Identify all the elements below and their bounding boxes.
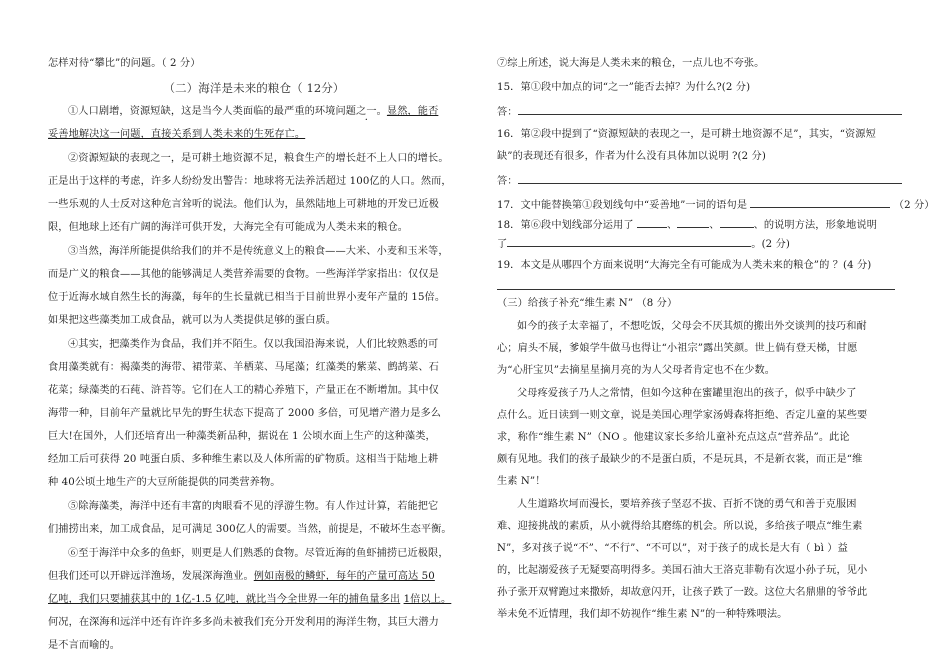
para-5-line-2: 们捕捞出来，加工成食品，足可满足 300亿人的需要。当然，前提是，不破坏生态平衡。: [48, 524, 452, 535]
para-5-line-1: ⑤除海藻类，海洋中还有丰富的肉眼看不见的浮游生物。有人作过计算，若能把它: [68, 501, 439, 512]
s2-line-3: 求，称作“维生素 N”（NO 。他建议家长多给儿童补充点这点“营养品”。此论: [497, 432, 850, 443]
question-15: 15．第①段中加点的词“之一”能否去掉？为什么?(2 分): [497, 82, 751, 93]
s2-line-4: 颇有见地。我们的孩子最缺少的不是蛋白质，不是玩具，不是新衣裳，而正是“维: [497, 454, 863, 465]
para-2-line-3: 一些乐观的人士反对这种危言耸听的说法。他们认为，虽然陆地上可耕地的开发已近极: [48, 199, 439, 210]
s3-line-1: 人生道路坎坷而漫长，要培养孩子坚忍不拔、百折不饶的勇气和善于克服困: [517, 499, 857, 510]
para-3-line-2: 而是广义的粮食——其他的能够满足人类营养需要的食物。一些海洋学家指出：仅仅是: [48, 269, 439, 280]
para-6-line-1: ⑥至于海洋中众多的鱼虾，则更是人们熟悉的食物。尽管近海的鱼虾捕捞已近极限，: [68, 548, 449, 559]
s3-line-2: 难、迎接挑战的素质，从小就得给其磨练的机会。所以说，多给孩子喂点“维生素: [497, 521, 863, 532]
answer-blank[interactable]: [637, 217, 667, 228]
s1-line-3: 为“心肝宝贝”去摘星星摘月亮的为人父母者肯定也不在少数。: [497, 365, 776, 376]
para-3-line-1: ③当然，海洋所能提供给我们的并不是传统意义上的粮食——大米、小麦和玉米等，: [68, 246, 449, 257]
answer-blank[interactable]: [750, 197, 890, 208]
question-19: 19．本文是从哪四个方面来说明“大海完全有可能成为人类未来的粮仓”的 ？(4 分): [497, 260, 872, 271]
para-6-line-3: 亿吨，我们只要捕获其中的 1亿-1.5 亿吨，就比当今全世界一年的捕鱼量多出 1倍以上。: [48, 594, 452, 605]
answer-blank[interactable]: [677, 217, 709, 228]
underlined-example: 例如南极的鳞虾，每年的产量可高达 50: [253, 571, 435, 582]
answer-blank[interactable]: [518, 104, 902, 115]
s1-line-2: 心；肩头不展，爹娘学牛做马也得让“小祖宗”露出笑颜。世上倘有登天梯，甘愿: [497, 343, 858, 354]
para-4-line-7: 种 40公顷土地生产的大豆所能提供的同类营养物。: [48, 477, 281, 488]
para-4-line-2: 食用藻类就有：褐藻类的海带、裙带菜、羊栖菜、马尾藻；红藻类的紫菜、鹧鸪菜、石: [48, 362, 439, 373]
passage-title: （二）海洋是未来的粮仓（ 12分）: [163, 81, 345, 95]
question-18-line-1: 18．第⑥段中划线部分运用了 、 、 、的说明方法，形象地说明: [497, 217, 905, 233]
para-6-line-5: 是不言而喻的。: [48, 640, 121, 651]
para-1-line-1: ①人口剧增，资源短缺，这是当今人类面临的最严重的环境问题之一。显然，能否: [68, 106, 439, 117]
answer-line-15: 答：: [497, 104, 905, 120]
answer-line-19: [497, 279, 905, 295]
para-2-line-1: ②资源短缺的表现之一，是可耕土地资源不足，粮食生产的增长赶不上人口的增长。: [68, 153, 449, 164]
s3-line-6: 举未免不近情理，我们却不妨视作“维生素 N”的一种特殊喂法。: [497, 609, 788, 620]
answer-blank[interactable]: [507, 236, 751, 247]
para-2-line-2: 正是出于这样的考虑，许多人纷纷发出警告：地球将无法养活超过 100亿的人口。然而，: [48, 176, 452, 187]
s2-line-1: 父母疼爱孩子乃人之常情，但如今这种在蜜罐里泡出的孩子，似乎中缺少了: [517, 388, 857, 399]
answer-blank[interactable]: [497, 279, 895, 290]
para-6-line-4: 何况，在深海和远洋中还有许许多多尚未被我们充分开发利用的海洋生物，其巨大潜力: [48, 617, 439, 628]
para-3-line-3: 位于近海水域自然生长的海藻，每年的生长量就已相当于目前世界小麦年产量的 15倍。: [48, 292, 446, 303]
para-1-line-2: 妥善地解决这一问题，直接关系到人类未来的生死存亡。: [48, 129, 306, 140]
section-3-title: （三）给孩子补充“维生素 N” （8 分）: [497, 298, 678, 309]
s2-line-5: 生素 N”！: [497, 476, 546, 487]
dotted-word-zhiyi: 之一: [356, 106, 377, 117]
s3-line-5: 孙子张开双臂跑过来撒娇，却故意闪开，让孩子跌了一跤。这位大名鼎鼎的爷爷此: [497, 587, 868, 598]
para-4-line-1: ④其实，把藻类作为食品，我们并不陌生。仅以我国沿海来说，人们比较熟悉的可: [68, 339, 439, 350]
question-16-line-1: 16．第②段中提到了“资源短缺的表现之一，是可耕土地资源不足”，其实，“资源短: [497, 129, 876, 140]
answer-blank[interactable]: [720, 217, 754, 228]
para-4-line-6: 经加工后可获得 20 吨蛋白质、多种维生素以及人体所需的矿物质。这相当于陆地上耕: [48, 454, 439, 465]
para-4-line-3: 花菜；绿藻类的石莼、浒苔等。它们在人工的精心养殖下，产量正在不断增加。其中仅: [48, 385, 439, 396]
s3-line-3: N”，多对孩子说“不”、“不行”、“不可以”，对于孩子的成长是大有（ bì ）益: [497, 543, 848, 554]
para-3-line-4: 如果把这些藻类加工成食品，就可以为人类提供足够的蛋白质。: [48, 315, 337, 326]
s3-line-4: 的，比起溺爱孩子无疑要高明得多。美国石油大王洛克菲勒有次逗小孙子玩，见小: [497, 565, 868, 576]
question-17: 17．文中能替换第①段划线句中“妥善地”一词的语句是 （2 分）: [497, 197, 905, 213]
underlined-sentence: 显然，能否: [386, 106, 439, 117]
answer-line-16: 答：: [497, 173, 905, 189]
question-16-line-2: 缺”的表现还有很多，作者为什么没有具体加以说明 ?(2 分): [497, 151, 766, 162]
answer-blank[interactable]: [518, 173, 902, 184]
question-18-line-2: 了 。(2 分): [497, 236, 905, 252]
s2-line-2: 点什么。近日读到一则文章，说是美国心理学家汤姆森将拒绝、否定儿童的某些要: [497, 410, 868, 421]
para-6-line-2: 但我们还可以开辟远洋渔场，发展深海渔业。例如南极的鳞虾，每年的产量可高达 50: [48, 571, 435, 582]
para-7: ⑦综上所述，说大海是人类未来的粮仓，一点儿也不夸张。: [497, 58, 765, 69]
prev-question-tail: 怎样对待“攀比”的问题。（ 2 分）: [48, 58, 201, 69]
para-4-line-4: 海带一种，目前年产量就比早先的野生状态下提高了 2000 多倍，可见增产潜力是多么: [48, 408, 442, 419]
para-2-line-4: 限，但地球上还有广阔的海洋可供开发，大海完全有可能成为人类未来的粮仓。: [48, 222, 409, 233]
s1-line-1: 如今的孩子太幸福了，不想吃饭，父母会不厌其烦的搬出外交谈判的技巧和耐: [517, 321, 867, 332]
para-4-line-5: 巨大!在国外，人们还培育出一种藻类新品种，据说在 1 公顷水面上生产的这种藻类，: [48, 431, 436, 442]
